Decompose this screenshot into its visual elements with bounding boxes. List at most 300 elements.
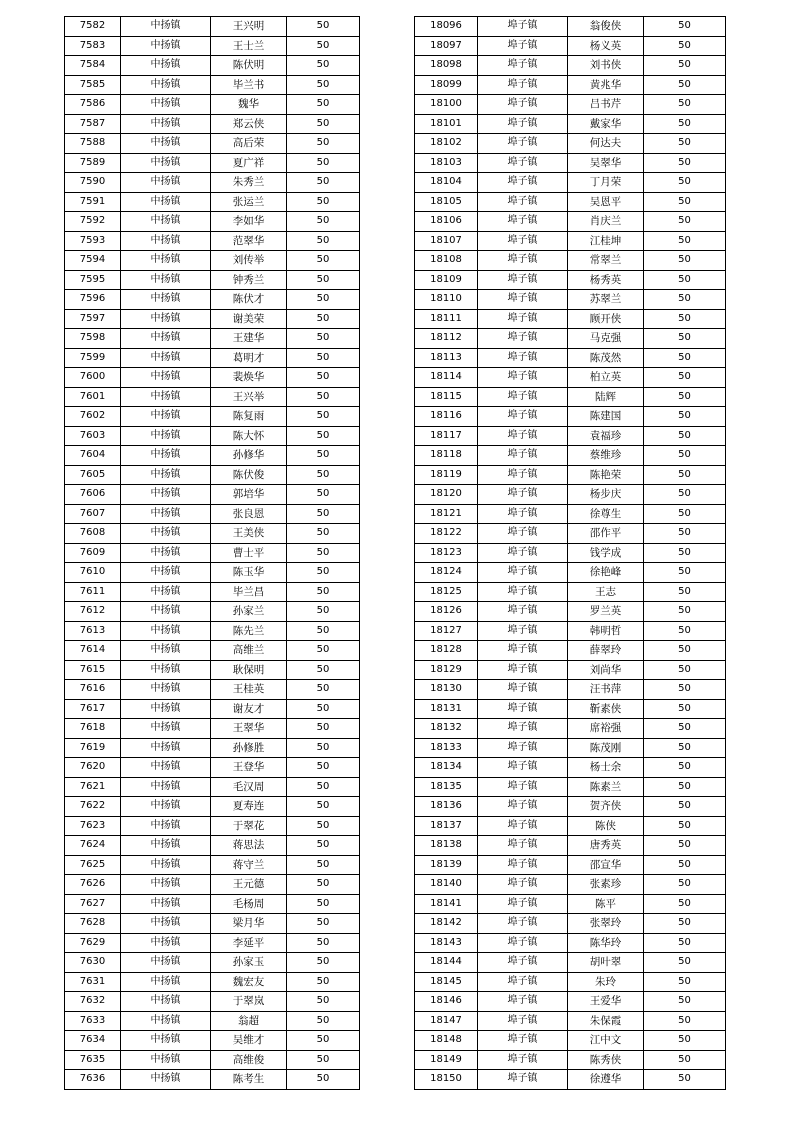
row-name-cell: 朱秀兰 [211, 173, 287, 193]
row-amount-cell: 50 [287, 914, 360, 934]
table-row [415, 114, 726, 134]
row-id-cell: 7601 [65, 387, 121, 407]
right-roster-body [415, 17, 726, 1090]
table-row [415, 758, 726, 778]
row-town-cell: 中扬镇 [121, 602, 211, 622]
row-town-cell: 中扬镇 [121, 524, 211, 544]
row-name-cell: 高维兰 [211, 641, 287, 661]
row-town-cell: 埠子镇 [478, 836, 568, 856]
row-town-cell: 中扬镇 [121, 485, 211, 505]
row-town-cell: 埠子镇 [478, 426, 568, 446]
row-id-cell: 7633 [65, 1011, 121, 1031]
row-town-cell: 埠子镇 [478, 153, 568, 173]
row-name-cell: 裴焕华 [211, 368, 287, 388]
row-town-cell: 中扬镇 [121, 407, 211, 427]
table-row [415, 1011, 726, 1031]
row-amount-cell: 50 [644, 738, 726, 758]
row-id-cell: 18134 [415, 758, 478, 778]
row-name-cell: 谢美荣 [211, 309, 287, 329]
row-town-cell: 埠子镇 [478, 855, 568, 875]
row-town-cell: 中扬镇 [121, 894, 211, 914]
table-row [415, 75, 726, 95]
row-id-cell: 7628 [65, 914, 121, 934]
row-id-cell: 18142 [415, 914, 478, 934]
row-id-cell: 7592 [65, 212, 121, 232]
row-name-cell: 江桂坤 [568, 231, 644, 251]
row-name-cell: 韩明哲 [568, 621, 644, 641]
table-row [415, 212, 726, 232]
table-row [65, 426, 360, 446]
row-name-cell: 耿保明 [211, 660, 287, 680]
row-amount-cell: 50 [287, 1031, 360, 1051]
row-name-cell: 孙家玉 [211, 953, 287, 973]
row-name-cell: 陈侠 [568, 816, 644, 836]
row-town-cell: 埠子镇 [478, 816, 568, 836]
row-name-cell: 王兴举 [211, 387, 287, 407]
row-name-cell: 孙家兰 [211, 602, 287, 622]
row-id-cell: 7615 [65, 660, 121, 680]
row-id-cell: 18130 [415, 680, 478, 700]
row-town-cell: 埠子镇 [478, 602, 568, 622]
table-row [415, 407, 726, 427]
table-row [415, 699, 726, 719]
row-town-cell: 中扬镇 [121, 290, 211, 310]
row-amount-cell: 50 [644, 1031, 726, 1051]
table-row [65, 836, 360, 856]
row-amount-cell: 50 [287, 270, 360, 290]
row-name-cell: 吴维才 [211, 1031, 287, 1051]
row-town-cell: 埠子镇 [478, 582, 568, 602]
row-id-cell: 7606 [65, 485, 121, 505]
table-row [415, 485, 726, 505]
row-amount-cell: 50 [644, 641, 726, 661]
row-town-cell: 中扬镇 [121, 329, 211, 349]
row-name-cell: 魏宏友 [211, 972, 287, 992]
row-amount-cell: 50 [287, 309, 360, 329]
table-row [65, 914, 360, 934]
row-amount-cell: 50 [287, 543, 360, 563]
row-town-cell: 中扬镇 [121, 75, 211, 95]
row-amount-cell: 50 [644, 1011, 726, 1031]
row-town-cell: 中扬镇 [121, 192, 211, 212]
table-row [65, 387, 360, 407]
row-name-cell: 于翠岚 [211, 992, 287, 1012]
row-amount-cell: 50 [287, 387, 360, 407]
row-name-cell: 陈伏俊 [211, 465, 287, 485]
row-name-cell: 毛汉周 [211, 777, 287, 797]
table-row [415, 153, 726, 173]
row-name-cell: 徐遵华 [568, 1070, 644, 1090]
row-id-cell: 7630 [65, 953, 121, 973]
row-id-cell: 7585 [65, 75, 121, 95]
row-id-cell: 7583 [65, 36, 121, 56]
row-id-cell: 18120 [415, 485, 478, 505]
table-row [65, 816, 360, 836]
row-town-cell: 埠子镇 [478, 1070, 568, 1090]
row-amount-cell: 50 [287, 875, 360, 895]
row-id-cell: 18108 [415, 251, 478, 271]
row-town-cell: 埠子镇 [478, 680, 568, 700]
row-id-cell: 7607 [65, 504, 121, 524]
row-town-cell: 埠子镇 [478, 485, 568, 505]
row-id-cell: 7635 [65, 1050, 121, 1070]
row-name-cell: 孙修胜 [211, 738, 287, 758]
row-id-cell: 18103 [415, 153, 478, 173]
row-name-cell: 陈秀侠 [568, 1050, 644, 1070]
row-id-cell: 18136 [415, 797, 478, 817]
row-name-cell: 常翠兰 [568, 251, 644, 271]
table-row [415, 465, 726, 485]
row-amount-cell: 50 [287, 446, 360, 466]
row-amount-cell: 50 [644, 914, 726, 934]
row-amount-cell: 50 [644, 114, 726, 134]
row-name-cell: 吴翠华 [568, 153, 644, 173]
row-id-cell: 18132 [415, 719, 478, 739]
table-row [65, 153, 360, 173]
row-name-cell: 李延平 [211, 933, 287, 953]
row-amount-cell: 50 [644, 270, 726, 290]
table-row [415, 563, 726, 583]
row-name-cell: 谢友才 [211, 699, 287, 719]
row-id-cell: 18105 [415, 192, 478, 212]
table-row [415, 680, 726, 700]
row-amount-cell: 50 [644, 543, 726, 563]
row-amount-cell: 50 [644, 621, 726, 641]
row-name-cell: 高后荣 [211, 134, 287, 154]
table-row [65, 36, 360, 56]
row-id-cell: 7589 [65, 153, 121, 173]
row-id-cell: 7588 [65, 134, 121, 154]
row-amount-cell: 50 [644, 407, 726, 427]
table-row [65, 875, 360, 895]
row-id-cell: 7624 [65, 836, 121, 856]
table-row [415, 36, 726, 56]
row-name-cell: 朱保霞 [568, 1011, 644, 1031]
row-id-cell: 18139 [415, 855, 478, 875]
row-name-cell: 毛杨周 [211, 894, 287, 914]
row-id-cell: 18096 [415, 17, 478, 37]
row-town-cell: 中扬镇 [121, 680, 211, 700]
row-town-cell: 中扬镇 [121, 1070, 211, 1090]
row-id-cell: 7614 [65, 641, 121, 661]
row-amount-cell: 50 [644, 972, 726, 992]
row-town-cell: 中扬镇 [121, 914, 211, 934]
row-amount-cell: 50 [644, 290, 726, 310]
row-town-cell: 中扬镇 [121, 660, 211, 680]
row-town-cell: 埠子镇 [478, 368, 568, 388]
row-amount-cell: 50 [644, 17, 726, 37]
row-amount-cell: 50 [287, 192, 360, 212]
row-amount-cell: 50 [644, 348, 726, 368]
table-row [415, 231, 726, 251]
row-name-cell: 汪书萍 [568, 680, 644, 700]
row-town-cell: 中扬镇 [121, 816, 211, 836]
row-id-cell: 7620 [65, 758, 121, 778]
table-row [415, 894, 726, 914]
table-row [65, 504, 360, 524]
row-town-cell: 中扬镇 [121, 231, 211, 251]
row-id-cell: 18115 [415, 387, 478, 407]
row-town-cell: 埠子镇 [478, 387, 568, 407]
table-row [65, 75, 360, 95]
row-amount-cell: 50 [287, 641, 360, 661]
row-amount-cell: 50 [644, 1050, 726, 1070]
row-id-cell: 18133 [415, 738, 478, 758]
row-town-cell: 中扬镇 [121, 777, 211, 797]
row-town-cell: 中扬镇 [121, 641, 211, 661]
row-id-cell: 18100 [415, 95, 478, 115]
row-id-cell: 7591 [65, 192, 121, 212]
row-id-cell: 7619 [65, 738, 121, 758]
row-amount-cell: 50 [644, 933, 726, 953]
table-row [65, 582, 360, 602]
row-id-cell: 18135 [415, 777, 478, 797]
row-town-cell: 埠子镇 [478, 758, 568, 778]
row-town-cell: 埠子镇 [478, 894, 568, 914]
row-town-cell: 埠子镇 [478, 875, 568, 895]
row-name-cell: 陈艳荣 [568, 465, 644, 485]
row-name-cell: 张运兰 [211, 192, 287, 212]
table-row [415, 329, 726, 349]
row-town-cell: 埠子镇 [478, 36, 568, 56]
row-id-cell: 18131 [415, 699, 478, 719]
row-name-cell: 王元德 [211, 875, 287, 895]
row-name-cell: 钟秀兰 [211, 270, 287, 290]
row-name-cell: 刘传举 [211, 251, 287, 271]
table-row [65, 660, 360, 680]
row-town-cell: 埠子镇 [478, 407, 568, 427]
row-name-cell: 吕书芹 [568, 95, 644, 115]
row-amount-cell: 50 [287, 1050, 360, 1070]
row-id-cell: 18101 [415, 114, 478, 134]
row-id-cell: 7632 [65, 992, 121, 1012]
row-id-cell: 7612 [65, 602, 121, 622]
row-name-cell: 戴家华 [568, 114, 644, 134]
row-amount-cell: 50 [287, 933, 360, 953]
row-name-cell: 翁俊侠 [568, 17, 644, 37]
row-amount-cell: 50 [644, 387, 726, 407]
row-id-cell: 7598 [65, 329, 121, 349]
row-amount-cell: 50 [644, 836, 726, 856]
row-town-cell: 中扬镇 [121, 758, 211, 778]
row-name-cell: 贺齐侠 [568, 797, 644, 817]
table-row [415, 816, 726, 836]
row-town-cell: 中扬镇 [121, 426, 211, 446]
row-amount-cell: 50 [644, 56, 726, 76]
table-row [65, 173, 360, 193]
table-row [415, 953, 726, 973]
row-name-cell: 刘尚华 [568, 660, 644, 680]
table-row [65, 758, 360, 778]
row-id-cell: 18129 [415, 660, 478, 680]
row-town-cell: 中扬镇 [121, 446, 211, 466]
table-row [415, 192, 726, 212]
row-name-cell: 邵宣华 [568, 855, 644, 875]
row-name-cell: 王志 [568, 582, 644, 602]
row-id-cell: 7600 [65, 368, 121, 388]
table-row [415, 602, 726, 622]
row-name-cell: 高维俊 [211, 1050, 287, 1070]
row-town-cell: 中扬镇 [121, 95, 211, 115]
row-amount-cell: 50 [287, 290, 360, 310]
row-town-cell: 埠子镇 [478, 251, 568, 271]
table-row [65, 738, 360, 758]
table-row [65, 1031, 360, 1051]
row-amount-cell: 50 [287, 407, 360, 427]
row-amount-cell: 50 [644, 816, 726, 836]
row-id-cell: 7611 [65, 582, 121, 602]
row-name-cell: 张良恩 [211, 504, 287, 524]
row-id-cell: 7587 [65, 114, 121, 134]
row-town-cell: 中扬镇 [121, 992, 211, 1012]
table-row [415, 524, 726, 544]
row-id-cell: 18119 [415, 465, 478, 485]
table-row [65, 309, 360, 329]
row-id-cell: 18116 [415, 407, 478, 427]
row-town-cell: 中扬镇 [121, 563, 211, 583]
row-town-cell: 埠子镇 [478, 231, 568, 251]
row-amount-cell: 50 [287, 173, 360, 193]
row-name-cell: 杨秀英 [568, 270, 644, 290]
row-town-cell: 中扬镇 [121, 972, 211, 992]
row-town-cell: 埠子镇 [478, 446, 568, 466]
row-name-cell: 陆辉 [568, 387, 644, 407]
table-row [65, 933, 360, 953]
row-id-cell: 7595 [65, 270, 121, 290]
table-row [65, 953, 360, 973]
row-name-cell: 王桂英 [211, 680, 287, 700]
row-amount-cell: 50 [644, 875, 726, 895]
row-town-cell: 埠子镇 [478, 953, 568, 973]
row-amount-cell: 50 [287, 212, 360, 232]
row-town-cell: 埠子镇 [478, 212, 568, 232]
row-amount-cell: 50 [287, 36, 360, 56]
row-town-cell: 中扬镇 [121, 875, 211, 895]
row-amount-cell: 50 [644, 251, 726, 271]
row-name-cell: 王登华 [211, 758, 287, 778]
row-name-cell: 毕兰昌 [211, 582, 287, 602]
row-amount-cell: 50 [287, 426, 360, 446]
row-town-cell: 中扬镇 [121, 17, 211, 37]
row-id-cell: 7596 [65, 290, 121, 310]
row-id-cell: 18122 [415, 524, 478, 544]
row-town-cell: 埠子镇 [478, 641, 568, 661]
row-id-cell: 7602 [65, 407, 121, 427]
row-name-cell: 陈玉华 [211, 563, 287, 583]
row-id-cell: 18123 [415, 543, 478, 563]
table-row [415, 543, 726, 563]
row-id-cell: 18106 [415, 212, 478, 232]
table-row [415, 348, 726, 368]
row-town-cell: 中扬镇 [121, 543, 211, 563]
table-row [65, 114, 360, 134]
row-town-cell: 中扬镇 [121, 504, 211, 524]
row-amount-cell: 50 [287, 1011, 360, 1031]
table-row [65, 641, 360, 661]
row-town-cell: 中扬镇 [121, 465, 211, 485]
table-row [65, 797, 360, 817]
row-name-cell: 陈素兰 [568, 777, 644, 797]
table-row [65, 699, 360, 719]
left-roster-body [65, 17, 360, 1090]
row-town-cell: 埠子镇 [478, 1011, 568, 1031]
row-amount-cell: 50 [287, 563, 360, 583]
row-town-cell: 中扬镇 [121, 836, 211, 856]
row-name-cell: 夏广祥 [211, 153, 287, 173]
row-amount-cell: 50 [287, 680, 360, 700]
row-id-cell: 7609 [65, 543, 121, 563]
row-id-cell: 18149 [415, 1050, 478, 1070]
row-name-cell: 张翠玲 [568, 914, 644, 934]
row-name-cell: 陈考生 [211, 1070, 287, 1090]
row-id-cell: 18137 [415, 816, 478, 836]
row-amount-cell: 50 [644, 36, 726, 56]
row-name-cell: 翁超 [211, 1011, 287, 1031]
table-row [65, 1050, 360, 1070]
table-row [415, 972, 726, 992]
row-town-cell: 埠子镇 [478, 1031, 568, 1051]
table-row [65, 95, 360, 115]
row-id-cell: 18143 [415, 933, 478, 953]
row-amount-cell: 50 [287, 95, 360, 115]
left-roster-table [64, 16, 360, 1090]
row-name-cell: 王爱华 [568, 992, 644, 1012]
row-id-cell: 18113 [415, 348, 478, 368]
row-id-cell: 7599 [65, 348, 121, 368]
row-town-cell: 埠子镇 [478, 972, 568, 992]
row-name-cell: 邵作平 [568, 524, 644, 544]
row-id-cell: 18124 [415, 563, 478, 583]
row-id-cell: 18141 [415, 894, 478, 914]
row-id-cell: 7582 [65, 17, 121, 37]
row-town-cell: 中扬镇 [121, 387, 211, 407]
row-id-cell: 7603 [65, 426, 121, 446]
row-id-cell: 18128 [415, 641, 478, 661]
row-amount-cell: 50 [287, 816, 360, 836]
row-town-cell: 中扬镇 [121, 251, 211, 271]
right-roster-table [414, 16, 726, 1090]
row-town-cell: 中扬镇 [121, 621, 211, 641]
row-town-cell: 中扬镇 [121, 797, 211, 817]
row-name-cell: 薛翠玲 [568, 641, 644, 661]
row-id-cell: 7618 [65, 719, 121, 739]
row-town-cell: 中扬镇 [121, 719, 211, 739]
row-id-cell: 7613 [65, 621, 121, 641]
row-town-cell: 中扬镇 [121, 933, 211, 953]
row-town-cell: 埠子镇 [478, 348, 568, 368]
row-amount-cell: 50 [287, 992, 360, 1012]
row-name-cell: 靳素侠 [568, 699, 644, 719]
table-row [65, 719, 360, 739]
row-id-cell: 18145 [415, 972, 478, 992]
table-row [65, 407, 360, 427]
table-row [65, 1011, 360, 1031]
row-name-cell: 毕兰书 [211, 75, 287, 95]
row-name-cell: 席裕强 [568, 719, 644, 739]
row-id-cell: 7631 [65, 972, 121, 992]
row-name-cell: 杨义英 [568, 36, 644, 56]
row-id-cell: 18112 [415, 329, 478, 349]
row-name-cell: 陈茂刚 [568, 738, 644, 758]
row-town-cell: 埠子镇 [478, 699, 568, 719]
row-name-cell: 苏翠兰 [568, 290, 644, 310]
row-name-cell: 何达夫 [568, 134, 644, 154]
row-amount-cell: 50 [287, 75, 360, 95]
row-name-cell: 蔡维珍 [568, 446, 644, 466]
row-amount-cell: 50 [644, 1070, 726, 1090]
row-name-cell: 李如华 [211, 212, 287, 232]
row-town-cell: 埠子镇 [478, 173, 568, 193]
